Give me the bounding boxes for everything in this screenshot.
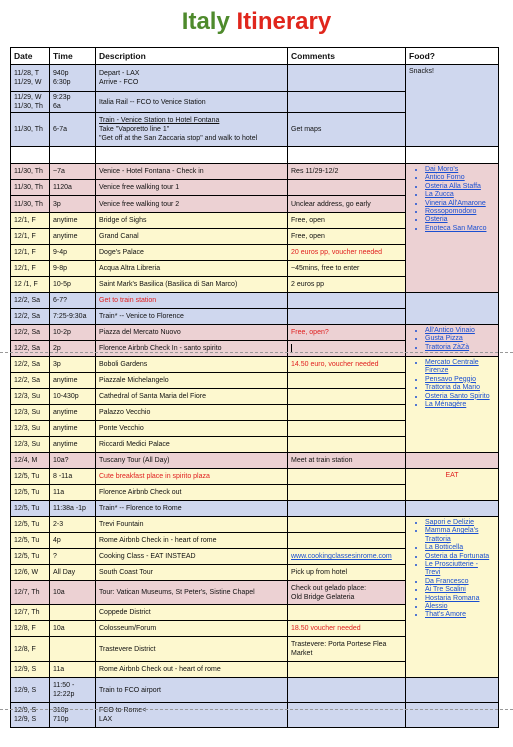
food-list-venice	[406, 164, 499, 293]
date-cell: 12/3, Su	[11, 437, 50, 453]
comments-cell	[288, 65, 406, 92]
time-cell: 6-7?	[50, 293, 96, 309]
description-cell: Train* -- Florence to Rome	[96, 501, 288, 517]
description-cell: Saint Mark's Basilica (Basilica di San Marco)	[96, 277, 288, 293]
date-cell: 12/5, Tu	[11, 549, 50, 565]
comments-cell[interactable]	[288, 341, 406, 357]
description-cell	[96, 147, 288, 164]
date-cell	[11, 147, 50, 164]
time-cell: 6-7a	[50, 113, 96, 147]
restaurant-link[interactable]: • Dai Moro's	[425, 166, 495, 174]
comments-cell	[288, 92, 406, 113]
date-cell: 12/5, Tu	[11, 485, 50, 501]
description-cell: Venice free walking tour 1	[96, 180, 288, 196]
restaurant-link[interactable]: • La Ménagère	[425, 401, 495, 409]
comments-cell	[288, 421, 406, 437]
time-cell: anytime	[50, 373, 96, 389]
date-cell: 12/5, Tu	[11, 501, 50, 517]
date-cell: 12/7, Th	[11, 581, 50, 605]
food-cell	[406, 703, 499, 728]
description-cell: Boboli Gardens	[96, 357, 288, 373]
restaurant-link[interactable]: • Rossopomodoro	[425, 208, 495, 216]
comments-cell	[288, 605, 406, 621]
comments-cell: Unclear address, go early	[288, 196, 406, 213]
food-snacks: Snacks!	[406, 65, 499, 147]
comments-cell	[288, 662, 406, 678]
comments-cell: 14.50 euro, voucher needed	[288, 357, 406, 373]
restaurant-link[interactable]: • Trattoria ZàZà	[425, 344, 495, 352]
restaurant-list	[409, 327, 495, 352]
time-cell: anytime	[50, 405, 96, 421]
table-row	[11, 147, 499, 164]
text-cursor	[291, 344, 292, 352]
food-list-rome	[406, 517, 499, 678]
restaurant-link[interactable]: • Osteria Santo Spirito	[425, 393, 495, 401]
date-cell: 11/30, Th	[11, 180, 50, 196]
time-cell	[50, 637, 96, 662]
time-cell: 11:38a -1p	[50, 501, 96, 517]
comments-cell: 20 euros pp, voucher needed	[288, 245, 406, 261]
date-cell: 12/3, Su	[11, 405, 50, 421]
date-cell: 12/5, Tu	[11, 517, 50, 533]
description-cell: FCO to Rome< LAX	[96, 703, 288, 728]
restaurant-link[interactable]: • Pensavo Peggio	[425, 376, 495, 384]
time-cell: 4p	[50, 533, 96, 549]
description-cell: Tour: Vatican Museums, St Peter's, Sistine Chapel	[96, 581, 288, 605]
restaurant-link[interactable]: • Osteria Alla Staffa	[425, 183, 495, 191]
header-time: Time	[50, 48, 96, 65]
food-eat	[406, 469, 499, 501]
date-cell: 12/3, Su	[11, 389, 50, 405]
description-cell: Cathedral of Santa Maria del Fiore	[96, 389, 288, 405]
time-cell: 3p	[50, 357, 96, 373]
restaurant-list	[409, 359, 495, 409]
date-cell: 12/9, S	[11, 678, 50, 703]
comments-cell: Free, open	[288, 213, 406, 229]
date-cell: 12/1, F	[11, 261, 50, 277]
comments-cell	[288, 405, 406, 421]
description-cell: Cooking Class - EAT INSTEAD	[96, 549, 288, 565]
description-cell: Piazzale Michelangelo	[96, 373, 288, 389]
description-cell: Get to train station	[96, 293, 288, 309]
time-cell: All Day	[50, 565, 96, 581]
comments-cell: Meet at train station	[288, 453, 406, 469]
time-cell: 310p 710p	[50, 703, 96, 728]
description-cell: Trastevere District	[96, 637, 288, 662]
description-cell: Italia Rail -- FCO to Venice Station	[96, 92, 288, 113]
time-cell: 10-430p	[50, 389, 96, 405]
table-row	[11, 357, 499, 373]
description-cell: Rome Airbnb Check in - heart of rome	[96, 533, 288, 549]
date-cell: 12/1, F	[11, 245, 50, 261]
comments-cell: Trastevere: Porta Portese Flea Market	[288, 637, 406, 662]
restaurant-list	[409, 519, 495, 620]
comments-cell	[288, 293, 406, 309]
restaurant-link[interactable]: • La Zucca	[425, 191, 495, 199]
date-cell: 12 /1, F	[11, 277, 50, 293]
description-cell: Florence Airbnb Check out	[96, 485, 288, 501]
comments-cell: Get maps	[288, 113, 406, 147]
restaurant-link[interactable]: • Hostaria Romana	[425, 595, 495, 603]
time-cell: ~7a	[50, 164, 96, 180]
time-cell	[50, 605, 96, 621]
time-cell: 8 -11a	[50, 469, 96, 485]
time-cell: 10a	[50, 621, 96, 637]
restaurant-link[interactable]: • Antico Forno	[425, 174, 495, 182]
cooking-class-link[interactable]: www.cookingclassesinrome.com	[291, 553, 392, 560]
restaurant-link[interactable]: • Ai Tre Scalini	[425, 586, 495, 594]
comments-cell	[288, 147, 406, 164]
date-cell: 12/2, Sa	[11, 293, 50, 309]
description-cell: Ponte Vecchio	[96, 421, 288, 437]
table-row	[11, 469, 499, 485]
table-row	[11, 164, 499, 180]
restaurant-link[interactable]: • Osteria	[425, 216, 495, 224]
date-cell: 12/2, Sa	[11, 341, 50, 357]
description-cell: Colosseum/Forum	[96, 621, 288, 637]
table-row	[11, 517, 499, 533]
title-word-italy: Italy	[181, 8, 230, 35]
time-cell: anytime	[50, 229, 96, 245]
table-row	[11, 501, 499, 517]
description-cell: Doge's Palace	[96, 245, 288, 261]
restaurant-link[interactable]: • Sapori e Delizie	[425, 519, 495, 527]
page-break	[0, 352, 513, 353]
restaurant-link[interactable]: • Alessio	[425, 603, 495, 611]
description-cell: Acqua Altra Libreria	[96, 261, 288, 277]
table-row	[11, 293, 499, 309]
description-cell: Tuscany Tour (All Day)	[96, 453, 288, 469]
comments-cell	[288, 678, 406, 703]
comments-cell	[288, 373, 406, 389]
description-cell: Trevi Fountain	[96, 517, 288, 533]
description-cell: Train to FCO airport	[96, 678, 288, 703]
comments-cell	[288, 533, 406, 549]
time-cell: 11a	[50, 485, 96, 501]
date-cell: 11/29, W 11/30, Th	[11, 92, 50, 113]
date-cell: 12/2, Sa	[11, 309, 50, 325]
date-cell: 12/9, S	[11, 662, 50, 678]
header-food: Food?	[406, 48, 499, 65]
date-cell: 12/8, F	[11, 637, 50, 662]
date-cell: 12/7, Th	[11, 605, 50, 621]
time-cell: 9-4p	[50, 245, 96, 261]
comments-cell: Res 11/29-12/2	[288, 164, 406, 180]
table-row	[11, 325, 499, 341]
comments-cell	[288, 437, 406, 453]
time-cell: 1120a	[50, 180, 96, 196]
time-cell: 3p	[50, 196, 96, 213]
date-cell: 12/5, Tu	[11, 533, 50, 549]
date-cell: 12/2, Sa	[11, 373, 50, 389]
table-row	[11, 678, 499, 703]
comments-cell	[288, 549, 406, 565]
header-date: Date	[11, 48, 50, 65]
description-cell: Train - Venice Station to Hotel Fontana Take "Vaporetto line 1" "Get off at the San Zaccaria stop" and walk to hotel	[96, 113, 288, 147]
date-cell: 12/1, F	[11, 229, 50, 245]
date-cell: 11/30, Th	[11, 113, 50, 147]
restaurant-link[interactable]: • Mamma Angela's Trattoria	[425, 527, 495, 544]
time-cell: 11:50 - 12:22p	[50, 678, 96, 703]
comments-cell	[288, 389, 406, 405]
comments-cell	[288, 180, 406, 196]
title-word-itinerary: Itinerary	[236, 8, 332, 35]
eat-label: EAT	[445, 472, 459, 479]
description-cell: Venice free walking tour 2	[96, 196, 288, 213]
description-cell: Palazzo Vecchio	[96, 405, 288, 421]
comments-cell: Free, open	[288, 229, 406, 245]
description-cell: Grand Canal	[96, 229, 288, 245]
page-break	[0, 709, 513, 710]
restaurant-list	[409, 166, 495, 233]
restaurant-link[interactable]: • Enoteca San Marco	[425, 225, 495, 233]
comments-cell	[288, 517, 406, 533]
food-cell	[406, 501, 499, 517]
table-row	[11, 703, 499, 728]
date-cell: 12/2, Sa	[11, 357, 50, 373]
header-description: Description	[96, 48, 288, 65]
description-cell: Depart - LAX Arrive - FCO	[96, 65, 288, 92]
food-cell	[406, 293, 499, 325]
comments-cell	[288, 501, 406, 517]
date-cell: 12/3, Su	[11, 421, 50, 437]
restaurant-link[interactable]: • Vineria All'Amarone	[425, 200, 495, 208]
comments-cell: Pick up from hotel	[288, 565, 406, 581]
restaurant-link[interactable]: • Gusta Pizza	[425, 335, 495, 343]
date-cell: 12/6, W	[11, 565, 50, 581]
comments-cell: Free, open?	[288, 325, 406, 341]
food-cell	[406, 453, 499, 469]
date-cell: 12/4, M	[11, 453, 50, 469]
description-cell: Cute breakfast place in spirito plaza	[96, 469, 288, 485]
time-cell: 11a	[50, 662, 96, 678]
restaurant-link[interactable]: • La Botticella	[425, 544, 495, 552]
time-cell: 10a?	[50, 453, 96, 469]
date-cell: 12/5, Tu	[11, 469, 50, 485]
restaurant-link[interactable]: • That's Amore	[425, 611, 495, 619]
restaurant-link[interactable]: • Le Prosciutterie - Trevi	[425, 561, 495, 578]
food-cell	[406, 147, 499, 164]
time-cell: 2-3	[50, 517, 96, 533]
date-cell: 11/28, T 11/29, W	[11, 65, 50, 92]
description-cell: Florence Airbnb Check In - santo spirito	[96, 341, 288, 357]
time-cell: 9-8p	[50, 261, 96, 277]
description-cell: South Coast Tour	[96, 565, 288, 581]
time-cell: 10-5p	[50, 277, 96, 293]
comments-cell	[288, 485, 406, 501]
table-row	[11, 65, 499, 92]
time-cell: anytime	[50, 213, 96, 229]
time-cell: 9:23p 6a	[50, 92, 96, 113]
description-cell: Piazza del Mercato Nuovo	[96, 325, 288, 341]
time-cell: 2p	[50, 341, 96, 357]
food-cell	[406, 678, 499, 703]
time-cell: 7:25-9:30a	[50, 309, 96, 325]
date-cell: 12/2, Sa	[11, 325, 50, 341]
train-route-label: Train - Venice Station to Hotel Fontana	[99, 117, 220, 124]
date-cell: 12/9, S 12/9, S	[11, 703, 50, 728]
time-cell: ?	[50, 549, 96, 565]
comments-cell: 2 euros pp	[288, 277, 406, 293]
time-cell: 10-2p	[50, 325, 96, 341]
restaurant-link[interactable]: • Mercato Centrale Firenze	[425, 359, 495, 376]
description-cell: Venice - Hotel Fontana - Check in	[96, 164, 288, 180]
header-row	[11, 48, 499, 65]
time-cell: anytime	[50, 437, 96, 453]
comments-cell	[288, 309, 406, 325]
food-list-florence2	[406, 357, 499, 453]
comments-cell	[288, 703, 406, 728]
comments-cell	[288, 469, 406, 485]
date-cell: 12/8, F	[11, 621, 50, 637]
comments-cell: 18.50 voucher needed	[288, 621, 406, 637]
description-cell: Coppede District	[96, 605, 288, 621]
description-cell: Train* -- Venice to Florence	[96, 309, 288, 325]
time-cell	[50, 147, 96, 164]
time-cell: 10a	[50, 581, 96, 605]
description-cell: Rome Airbnb Check out - heart of rome	[96, 662, 288, 678]
itinerary-table	[10, 47, 499, 728]
date-cell: 12/1, F	[11, 213, 50, 229]
time-cell: anytime	[50, 421, 96, 437]
description-cell: Bridge of Sighs	[96, 213, 288, 229]
date-cell: 11/30, Th	[11, 164, 50, 180]
description-cell: Riccardi Medici Palace	[96, 437, 288, 453]
comments-cell: ~45mins, free to enter	[288, 261, 406, 277]
restaurant-link[interactable]: • Osteria da Fortunata	[425, 553, 495, 561]
comments-cell: Check out gelado place: Old Bridge Gelateria	[288, 581, 406, 605]
restaurant-link[interactable]: • All'Antico Vinaio	[425, 327, 495, 335]
restaurant-link[interactable]: • Da Francesco	[425, 578, 495, 586]
page-title	[0, 8, 513, 36]
restaurant-link[interactable]: • Trattoria da Mario	[425, 384, 495, 392]
table-row	[11, 453, 499, 469]
time-cell: 940p 6:30p	[50, 65, 96, 92]
date-cell: 11/30, Th	[11, 196, 50, 213]
header-comments: Comments	[288, 48, 406, 65]
